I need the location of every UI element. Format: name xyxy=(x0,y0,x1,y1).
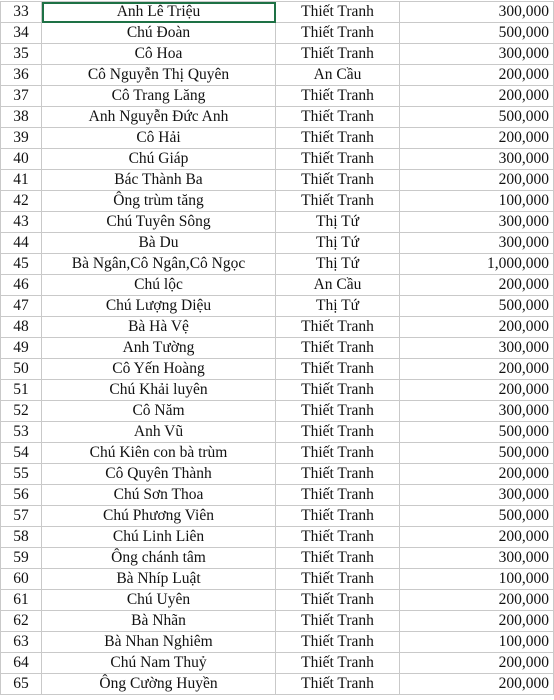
amount-cell[interactable]: 200,000 xyxy=(400,464,554,485)
place-cell[interactable]: Thiết Tranh xyxy=(276,401,400,422)
donor-name-cell[interactable]: Ông trùm tăng xyxy=(42,191,276,212)
row-number-cell[interactable]: 37 xyxy=(1,86,42,107)
place-cell[interactable]: Thiết Tranh xyxy=(276,23,400,44)
table-row xyxy=(1,317,554,338)
donor-name-cell[interactable]: Chú Đoàn xyxy=(42,23,276,44)
row-number-cell[interactable]: 41 xyxy=(1,170,42,191)
amount-cell[interactable]: 1,000,000 xyxy=(400,254,554,275)
place-cell[interactable]: Thiết Tranh xyxy=(276,2,400,23)
donor-name-cell[interactable]: Bác Thành Ba xyxy=(42,170,276,191)
row-number-cell[interactable]: 61 xyxy=(1,590,42,611)
donor-name-cell[interactable]: Bà Nhíp Luật xyxy=(42,569,276,590)
table-row xyxy=(1,653,554,674)
place-cell[interactable]: Thiết Tranh xyxy=(276,485,400,506)
row-number-cell[interactable]: 40 xyxy=(1,149,42,170)
donor-name-cell[interactable]: Cô Trang Lăng xyxy=(42,86,276,107)
amount-cell[interactable]: 200,000 xyxy=(400,590,554,611)
row-number-cell[interactable]: 50 xyxy=(1,359,42,380)
donor-name-cell[interactable]: Chú Phương Viên xyxy=(42,506,276,527)
table-row xyxy=(1,506,554,527)
donor-name-cell[interactable]: Chú Tuyên Sông xyxy=(42,212,276,233)
row-number-cell[interactable]: 65 xyxy=(1,674,42,695)
row-number-cell[interactable]: 60 xyxy=(1,569,42,590)
place-cell[interactable]: Thiết Tranh xyxy=(276,338,400,359)
amount-cell[interactable]: 500,000 xyxy=(400,23,554,44)
table-row xyxy=(1,23,554,44)
row-number-cell[interactable]: 55 xyxy=(1,464,42,485)
amount-cell[interactable]: 500,000 xyxy=(400,506,554,527)
row-number-cell[interactable]: 54 xyxy=(1,443,42,464)
donor-name-cell[interactable]: Bà Hà Vệ xyxy=(42,317,276,338)
amount-cell[interactable]: 200,000 xyxy=(400,653,554,674)
amount-cell[interactable]: 200,000 xyxy=(400,317,554,338)
amount-cell[interactable]: 300,000 xyxy=(400,212,554,233)
donor-name-cell[interactable]: Chú Kiên con bà trùm xyxy=(42,443,276,464)
table-row xyxy=(1,107,554,128)
amount-cell[interactable]: 200,000 xyxy=(400,527,554,548)
place-cell[interactable]: Thiết Tranh xyxy=(276,464,400,485)
amount-cell[interactable]: 200,000 xyxy=(400,674,554,695)
place-cell[interactable]: Thiết Tranh xyxy=(276,527,400,548)
row-number-cell[interactable]: 45 xyxy=(1,254,42,275)
row-number-cell[interactable]: 57 xyxy=(1,506,42,527)
row-number-cell[interactable]: 59 xyxy=(1,548,42,569)
donor-name-cell[interactable]: Anh Vũ xyxy=(42,422,276,443)
table-row xyxy=(1,611,554,632)
table-row xyxy=(1,86,554,107)
place-cell[interactable]: Thiết Tranh xyxy=(276,611,400,632)
donor-name-cell[interactable]: Chú Linh Liên xyxy=(42,527,276,548)
amount-cell[interactable]: 300,000 xyxy=(400,2,554,23)
table-row xyxy=(1,527,554,548)
row-number-cell[interactable]: 38 xyxy=(1,107,42,128)
amount-cell[interactable]: 500,000 xyxy=(400,107,554,128)
table-row xyxy=(1,674,554,695)
amount-cell[interactable]: 500,000 xyxy=(400,296,554,317)
place-cell[interactable]: Thiết Tranh xyxy=(276,674,400,695)
amount-cell[interactable]: 100,000 xyxy=(400,632,554,653)
table-row xyxy=(1,359,554,380)
place-cell[interactable]: Thiết Tranh xyxy=(276,359,400,380)
amount-cell[interactable]: 200,000 xyxy=(400,275,554,296)
row-number-cell[interactable]: 33 xyxy=(1,2,42,23)
row-number-cell[interactable]: 62 xyxy=(1,611,42,632)
table-row xyxy=(1,212,554,233)
row-number-cell[interactable]: 34 xyxy=(1,23,42,44)
amount-cell[interactable]: 200,000 xyxy=(400,170,554,191)
place-cell[interactable]: Thiết Tranh xyxy=(276,569,400,590)
table-row xyxy=(1,464,554,485)
place-cell[interactable]: Thiết Tranh xyxy=(276,149,400,170)
table-row xyxy=(1,191,554,212)
donor-name-cell[interactable]: Chú Sơn Thoa xyxy=(42,485,276,506)
donor-name-cell[interactable]: Cô Quyên Thành xyxy=(42,464,276,485)
donor-name-cell[interactable]: Ông chánh tâm xyxy=(42,548,276,569)
donor-name-cell[interactable]: Chú lộc xyxy=(42,275,276,296)
place-cell[interactable]: Thiết Tranh xyxy=(276,170,400,191)
table-row xyxy=(1,569,554,590)
place-cell[interactable]: An Cầu xyxy=(276,65,400,86)
selected-cell[interactable]: Anh Lê Triệu xyxy=(42,2,276,23)
amount-cell[interactable]: 300,000 xyxy=(400,548,554,569)
table-row xyxy=(1,443,554,464)
donor-name-cell[interactable]: Chú Uyên xyxy=(42,590,276,611)
table-row xyxy=(1,401,554,422)
donor-name-cell[interactable]: Bà Ngân,Cô Ngân,Cô Ngọc xyxy=(42,254,276,275)
place-cell[interactable]: Thiết Tranh xyxy=(276,506,400,527)
table-row xyxy=(1,590,554,611)
donor-name-cell[interactable]: Chú Giáp xyxy=(42,149,276,170)
amount-cell[interactable]: 200,000 xyxy=(400,128,554,149)
donor-name-cell[interactable]: Cô Nguyễn Thị Quyên xyxy=(42,65,276,86)
row-number-cell[interactable]: 51 xyxy=(1,380,42,401)
donor-name-cell[interactable]: Cô Năm xyxy=(42,401,276,422)
row-number-cell[interactable]: 44 xyxy=(1,233,42,254)
amount-cell[interactable]: 100,000 xyxy=(400,569,554,590)
row-number-cell[interactable]: 64 xyxy=(1,653,42,674)
place-cell[interactable]: Thiết Tranh xyxy=(276,191,400,212)
row-number-cell[interactable]: 39 xyxy=(1,128,42,149)
place-cell[interactable]: Thị Tứ xyxy=(276,212,400,233)
table-body xyxy=(1,2,554,695)
amount-cell[interactable]: 300,000 xyxy=(400,44,554,65)
amount-cell[interactable]: 200,000 xyxy=(400,86,554,107)
place-cell[interactable]: Thiết Tranh xyxy=(276,548,400,569)
donor-name-cell[interactable]: Anh Tường xyxy=(42,338,276,359)
place-cell[interactable]: Thiết Tranh xyxy=(276,422,400,443)
amount-cell[interactable]: 500,000 xyxy=(400,422,554,443)
table-row xyxy=(1,233,554,254)
amount-cell[interactable]: 300,000 xyxy=(400,149,554,170)
table-row xyxy=(1,296,554,317)
amount-cell[interactable]: 300,000 xyxy=(400,485,554,506)
donation-table xyxy=(0,1,554,695)
table-row xyxy=(1,548,554,569)
table-row xyxy=(1,275,554,296)
row-number-cell[interactable]: 35 xyxy=(1,44,42,65)
amount-cell[interactable]: 100,000 xyxy=(400,191,554,212)
place-cell[interactable]: Thiết Tranh xyxy=(276,653,400,674)
row-number-cell[interactable]: 58 xyxy=(1,527,42,548)
amount-cell[interactable]: 300,000 xyxy=(400,401,554,422)
amount-cell[interactable]: 200,000 xyxy=(400,611,554,632)
place-cell[interactable]: Thiết Tranh xyxy=(276,44,400,65)
amount-cell[interactable]: 200,000 xyxy=(400,65,554,86)
place-cell[interactable]: Thiết Tranh xyxy=(276,632,400,653)
table-row xyxy=(1,170,554,191)
row-number-cell[interactable]: 47 xyxy=(1,296,42,317)
row-number-cell[interactable]: 53 xyxy=(1,422,42,443)
table-row xyxy=(1,65,554,86)
place-cell[interactable]: Thiết Tranh xyxy=(276,128,400,149)
donor-name-cell[interactable]: Chú Nam Thuỷ xyxy=(42,653,276,674)
donor-name-cell[interactable]: Chú Lượng Diệu xyxy=(42,296,276,317)
row-number-cell[interactable]: 52 xyxy=(1,401,42,422)
donor-name-cell[interactable]: Ông Cường Huyền xyxy=(42,674,276,695)
table-row xyxy=(1,338,554,359)
row-number-cell[interactable]: 49 xyxy=(1,338,42,359)
place-cell[interactable]: Thiết Tranh xyxy=(276,317,400,338)
row-number-cell[interactable]: 48 xyxy=(1,317,42,338)
amount-cell[interactable]: 200,000 xyxy=(400,359,554,380)
place-cell[interactable]: Thiết Tranh xyxy=(276,380,400,401)
amount-cell[interactable]: 300,000 xyxy=(400,338,554,359)
donor-name-cell[interactable]: Cô Hoa xyxy=(42,44,276,65)
place-cell[interactable]: Thị Tứ xyxy=(276,254,400,275)
place-cell[interactable]: Thiết Tranh xyxy=(276,86,400,107)
amount-cell[interactable]: 200,000 xyxy=(400,380,554,401)
donor-name-cell[interactable]: Bà Nhãn xyxy=(42,611,276,632)
donor-name-cell[interactable]: Bà Du xyxy=(42,233,276,254)
table-row xyxy=(1,254,554,275)
row-number-cell[interactable]: 36 xyxy=(1,65,42,86)
amount-cell[interactable]: 500,000 xyxy=(400,443,554,464)
donor-name-cell[interactable]: Chú Khải luyên xyxy=(42,380,276,401)
table-row xyxy=(1,128,554,149)
row-number-cell[interactable]: 63 xyxy=(1,632,42,653)
row-number-cell[interactable]: 56 xyxy=(1,485,42,506)
row-number-cell[interactable]: 46 xyxy=(1,275,42,296)
amount-cell[interactable]: 300,000 xyxy=(400,233,554,254)
donor-name-cell[interactable]: Anh Nguyễn Đức Anh xyxy=(42,107,276,128)
table-row xyxy=(1,149,554,170)
place-cell[interactable]: An Cầu xyxy=(276,275,400,296)
table-row xyxy=(1,485,554,506)
place-cell[interactable]: Thiết Tranh xyxy=(276,107,400,128)
donor-name-cell[interactable]: Cô Yến Hoàng xyxy=(42,359,276,380)
place-cell[interactable]: Thị Tứ xyxy=(276,233,400,254)
row-number-cell[interactable]: 42 xyxy=(1,191,42,212)
table-row xyxy=(1,422,554,443)
table-row xyxy=(1,632,554,653)
place-cell[interactable]: Thiết Tranh xyxy=(276,590,400,611)
table-row xyxy=(1,2,554,23)
row-number-cell[interactable]: 43 xyxy=(1,212,42,233)
place-cell[interactable]: Thiết Tranh xyxy=(276,443,400,464)
place-cell[interactable]: Thị Tứ xyxy=(276,296,400,317)
table-row xyxy=(1,380,554,401)
donor-name-cell[interactable]: Bà Nhan Nghiêm xyxy=(42,632,276,653)
donor-name-cell[interactable]: Cô Hải xyxy=(42,128,276,149)
table-row xyxy=(1,44,554,65)
